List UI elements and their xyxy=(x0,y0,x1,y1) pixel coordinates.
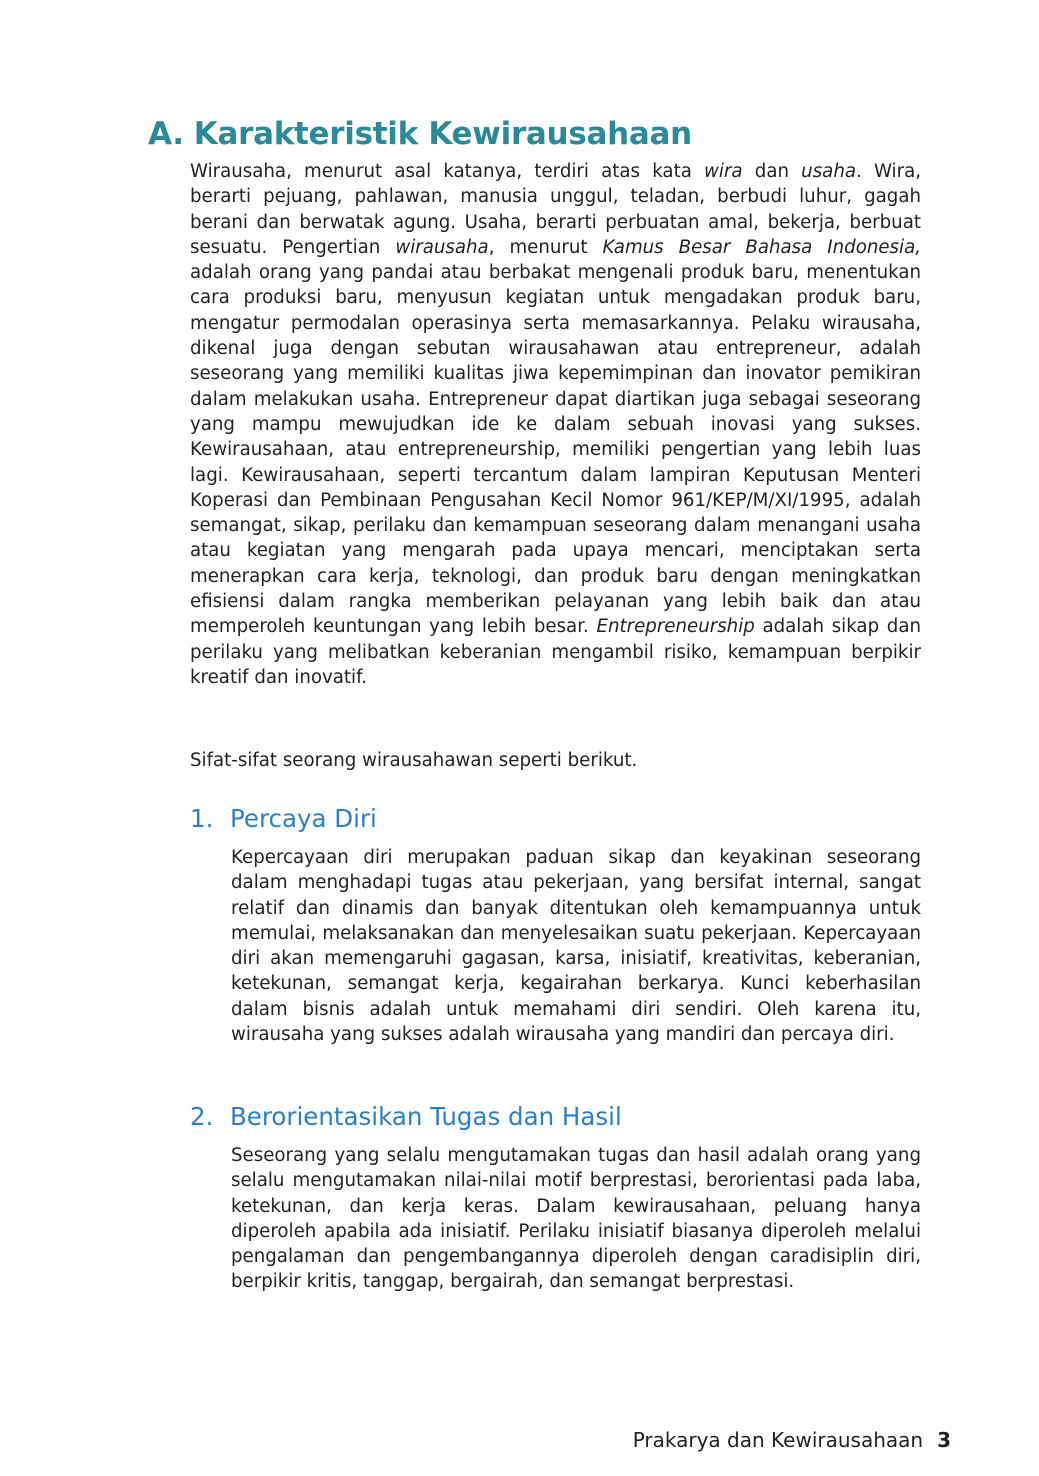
subsection-body-tugas-hasil: Seseorang yang selalu mengutamakan tugas dan hasil adalah orang yang selalu mengutamakan nilai-nilai motif berprestasi, berorientasi pada laba, ketekunan, dan kerja keras. Dalam kewirausahaan, peluang hanya diperoleh apabila ada inisiatif. Perilaku inisiatif biasanya diperoleh melalui pengalaman dan pengembangannya diperoleh dengan caradisiplin diri, berpikir kritis, tanggap, bergairah, dan semangat berprestasi. xyxy=(231,1145,921,1293)
subsection-body-percaya-diri: Kepercayaan diri merupakan paduan sikap dan keyakinan seseorang dalam menghadapi tugas atau pekerjaan, yang bersifat internal, sangat relatif dan dinamis dan banyak ditentukan oleh kemampuannya untuk memulai, melaksanakan dan menyelesaikan suatu pekerjaan. Kepercayaan diri akan memengaruhi gagasan, karsa, inisiatif, kreativitas, keberanian, ketekunan, semangat kerja, kegairahan berkarya. Kunci keberhasilan dalam bisnis adalah untuk memahami diri sendiri. Oleh karena itu, wirausaha yang sukses adalah wirausaha yang mandiri dan percaya diri. xyxy=(231,847,921,1046)
main-text-4: , menurut xyxy=(488,236,603,258)
main-italic-usaha: usaha xyxy=(801,161,856,182)
subsection-title: Percaya Diri xyxy=(230,804,377,833)
section-heading xyxy=(148,114,692,154)
main-text-1: Wirausaha, menurut asal katanya, terdiri atas kata xyxy=(190,161,705,182)
subsection-title: Berorientasikan Tugas dan Hasil xyxy=(230,1102,622,1131)
main-text-2: dan xyxy=(742,161,802,182)
main-italic-entrepreneurship: Entrepreneurship xyxy=(596,616,755,638)
main-italic-kbbi: Kamus Besar Bahasa Indonesia, xyxy=(602,236,921,258)
main-text-6: adalah sikap dan perilaku yang melibatkan keberanian mengambil risiko, kemampuan berpikir kreatif dan inovatif. xyxy=(190,616,921,688)
main-text-5: adalah orang yang pandai atau berbakat mengenali produk baru, menentukan cara produksi baru, menyusun kegiatan untuk mengadakan produk baru, mengatur permodalan operasinya serta memasarkannya. Pelaku wirausaha, dikenal juga dengan sebutan wirausahawan atau entrepreneur, adalah seseorang yang memiliki kualitas jiwa kepemimpinan dan inovator pemikiran dalam melakukan usaha. Entrepreneur dapat diartikan juga sebagai seseorang yang mampu mewujudkan ide ke dalam sebuah inovasi yang sukses. Kewirausahaan, atau entrepreneurship, memiliki pengertian yang lebih luas lagi. Kewirausahaan, seperti tercantum dalam lampiran Keputusan Menteri Koperasi dan Pembinaan Pengusahan Kecil Nomor 961/KEP/M/XI/1995, adalah semangat, sikap, perilaku dan kemampuan seseorang dalam menangani usaha atau kegiatan yang mengarah pada upaya mencari, menciptakan serta menerapkan cara kerja, teknologi, dan produk baru dengan meningkatkan efisiensi dalam rangka memberikan pelayanan yang lebih baik dan atau memperoleh keuntungan yang lebih besar. xyxy=(190,262,921,638)
section-letter: A. xyxy=(148,116,184,152)
subsection-heading-percaya-diri xyxy=(190,803,377,835)
intro-text: Sifat-sifat seorang wirausahawan seperti berikut. xyxy=(190,750,638,771)
subsection-number: 1. xyxy=(190,804,214,833)
page-number: 3 xyxy=(937,1428,951,1452)
main-paragraph xyxy=(190,159,921,690)
section-title: Karakteristik Kewirausahaan xyxy=(193,116,692,152)
footer-book-title: Prakarya dan Kewirausahaan xyxy=(632,1428,924,1452)
main-italic-wira: wira xyxy=(704,161,743,182)
subsection-number: 2. xyxy=(190,1102,214,1131)
page-footer xyxy=(633,1426,951,1454)
main-text-3: . Wira, berarti pejuang, pahlawan, manusia unggul, teladan, berbudi luhur, gagah berani dan berwatak agung. Usaha, berarti perbuatan amal, bekerja, berbuat sesuatu. Pengertian xyxy=(190,161,922,258)
subsection-heading-tugas-hasil xyxy=(190,1101,622,1133)
main-italic-wirausaha: wirausaha xyxy=(395,236,489,258)
